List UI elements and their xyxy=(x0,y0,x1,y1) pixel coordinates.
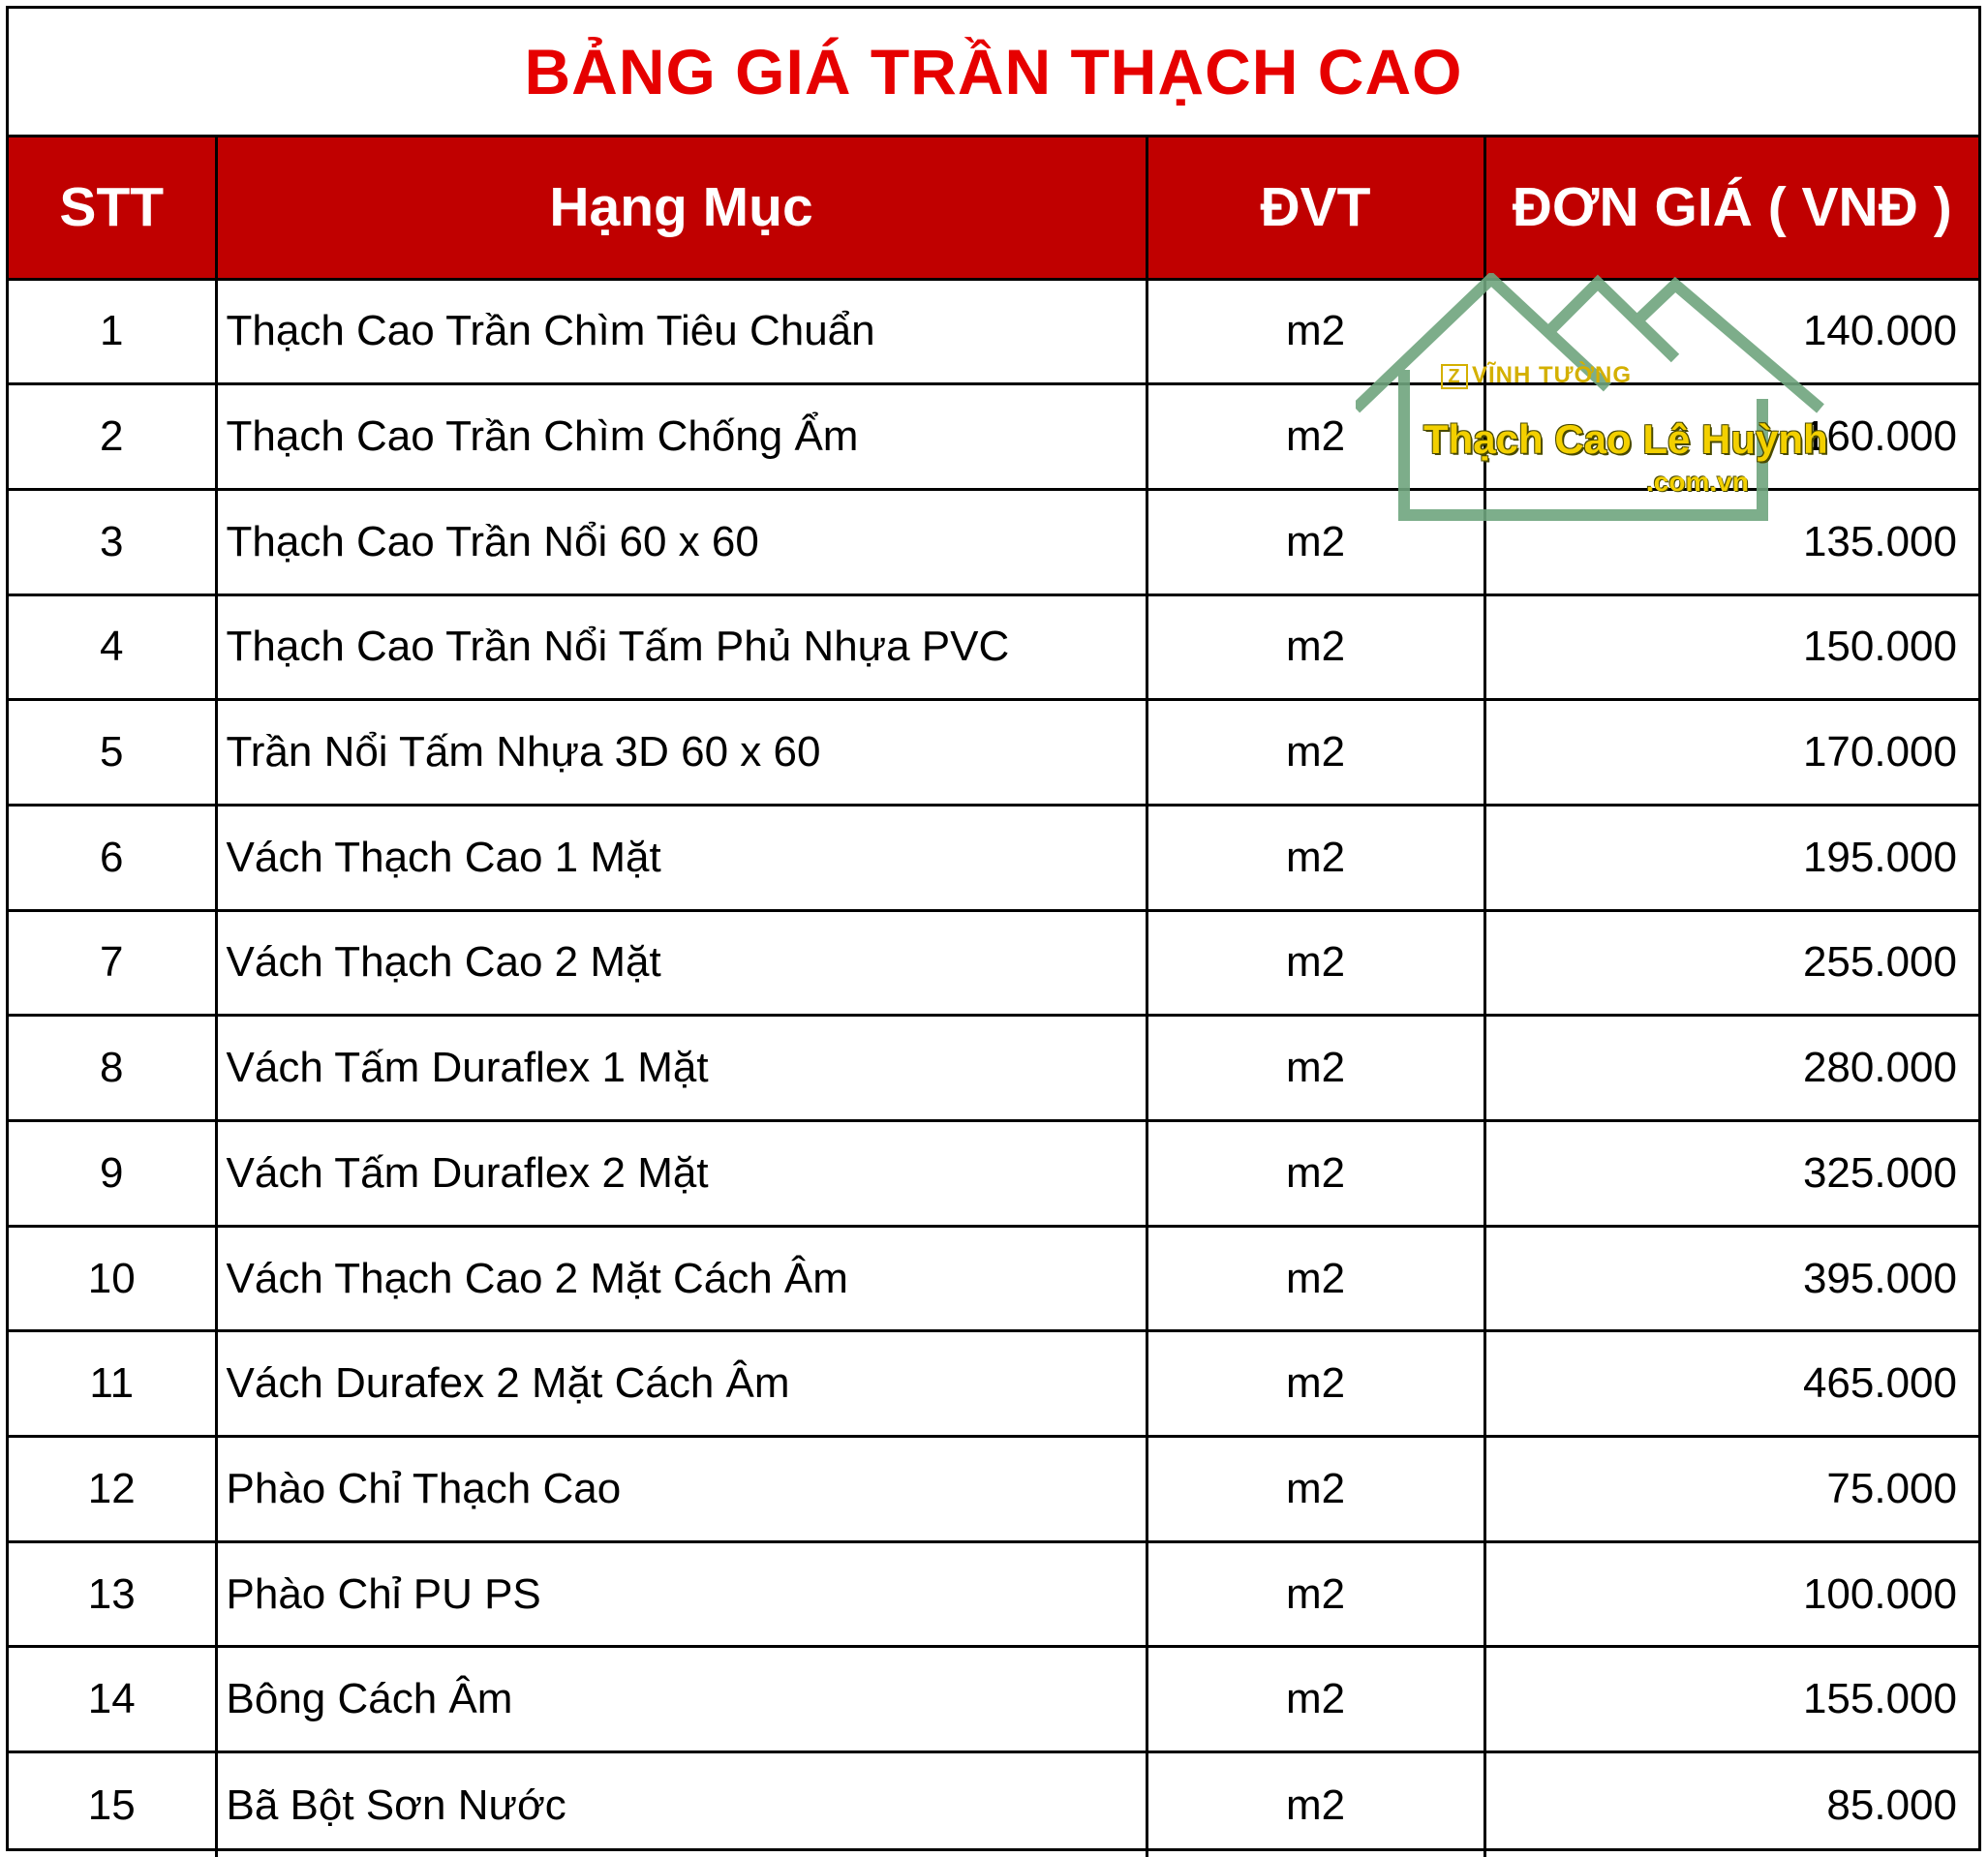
cell-price: 75.000 xyxy=(1484,1437,1978,1542)
cell-stt: 5 xyxy=(9,700,216,806)
cell-item: Thạch Cao Trần Nổi 60 x 60 xyxy=(216,489,1147,594)
watermark-brand-text: VĨNH TƯỜNG xyxy=(1472,362,1633,388)
cell-price: 280.000 xyxy=(1484,1016,1978,1121)
cell-item: Phào Chỉ PU PS xyxy=(216,1541,1147,1647)
cell-item: Vách Tấm Duraflex 1 Mặt xyxy=(216,1016,1147,1121)
cell-stt: 12 xyxy=(9,1437,216,1542)
cell-price: 195.000 xyxy=(1484,805,1978,910)
cell-price: 170.000 xyxy=(1484,700,1978,806)
cell-item: Vách Durafex 2 Mặt Cách Âm xyxy=(216,1331,1147,1437)
cell-item: Vách Thạch Cao 2 Mặt Cách Âm xyxy=(216,1226,1147,1331)
table-row xyxy=(9,489,1978,594)
price-sheet xyxy=(6,6,1981,1851)
cell-unit: m2 xyxy=(1147,1016,1484,1121)
table-row xyxy=(9,1226,1978,1331)
cell-unit: m2 xyxy=(1147,1121,1484,1227)
table-row xyxy=(9,1647,1978,1752)
cell-stt: 9 xyxy=(9,1121,216,1227)
watermark-name: Thạch Cao Lê Huỳnh xyxy=(1423,416,1828,462)
cell-unit: m2 xyxy=(1147,910,1484,1016)
cell-stt: 14 xyxy=(9,1647,216,1752)
table-row xyxy=(9,1331,1978,1437)
cell-price: 325.000 xyxy=(1484,1121,1978,1227)
watermark-domain: .com.vn xyxy=(1646,467,1749,497)
cell-price: 135.000 xyxy=(1484,489,1978,594)
cell-stt: 4 xyxy=(9,594,216,700)
brand-badge-icon: Z xyxy=(1441,364,1468,389)
cell-price: 395.000 xyxy=(1484,1226,1978,1331)
table-row xyxy=(9,1016,1978,1121)
table-row xyxy=(9,1752,1978,1857)
header-item: Hạng Mục xyxy=(216,137,1147,279)
cell-item: Bông Cách Âm xyxy=(216,1647,1147,1752)
cell-unit: m2 xyxy=(1147,1226,1484,1331)
cell-stt: 3 xyxy=(9,489,216,594)
cell-unit: m2 xyxy=(1147,279,1484,384)
cell-item: Phào Chỉ Thạch Cao xyxy=(216,1437,1147,1542)
cell-unit: m2 xyxy=(1147,1437,1484,1542)
cell-stt: 1 xyxy=(9,279,216,384)
table-body xyxy=(9,279,1978,1857)
table-row xyxy=(9,700,1978,806)
cell-item: Vách Thạch Cao 1 Mặt xyxy=(216,805,1147,910)
cell-item: Thạch Cao Trần Chìm Chống Ẩm xyxy=(216,384,1147,490)
cell-item: Vách Thạch Cao 2 Mặt xyxy=(216,910,1147,1016)
header-stt: STT xyxy=(9,137,216,279)
table-row xyxy=(9,1541,1978,1647)
cell-stt: 13 xyxy=(9,1541,216,1647)
cell-stt: 8 xyxy=(9,1016,216,1121)
table-row xyxy=(9,279,1978,384)
header-unit: ĐVT xyxy=(1147,137,1484,279)
cell-stt: 10 xyxy=(9,1226,216,1331)
cell-price: 85.000 xyxy=(1484,1752,1978,1857)
cell-unit: m2 xyxy=(1147,384,1484,490)
cell-unit: m2 xyxy=(1147,1647,1484,1752)
cell-unit: m2 xyxy=(1147,489,1484,594)
price-table xyxy=(9,137,1978,1857)
cell-item: Thạch Cao Trần Nổi Tấm Phủ Nhựa PVC xyxy=(216,594,1147,700)
cell-item: Trần Nổi Tấm Nhựa 3D 60 x 60 xyxy=(216,700,1147,806)
page-title: BẢNG GIÁ TRẦN THẠCH CAO xyxy=(9,9,1978,137)
table-row xyxy=(9,805,1978,910)
cell-stt: 11 xyxy=(9,1331,216,1437)
cell-stt: 2 xyxy=(9,384,216,490)
cell-unit: m2 xyxy=(1147,1752,1484,1857)
cell-price: 140.000 xyxy=(1484,279,1978,384)
table-row xyxy=(9,910,1978,1016)
cell-item: Vách Tấm Duraflex 2 Mặt xyxy=(216,1121,1147,1227)
table-row xyxy=(9,1121,1978,1227)
cell-unit: m2 xyxy=(1147,1541,1484,1647)
cell-price: 255.000 xyxy=(1484,910,1978,1016)
header-price: ĐƠN GIÁ ( VNĐ ) xyxy=(1484,137,1978,279)
cell-price: 465.000 xyxy=(1484,1331,1978,1437)
table-header-row xyxy=(9,137,1978,279)
table-row xyxy=(9,594,1978,700)
cell-stt: 7 xyxy=(9,910,216,1016)
cell-price: 155.000 xyxy=(1484,1647,1978,1752)
table-row xyxy=(9,1437,1978,1542)
cell-price: 160.000 xyxy=(1484,384,1978,490)
cell-price: 150.000 xyxy=(1484,594,1978,700)
table-row xyxy=(9,384,1978,490)
cell-item: Bã Bột Sơn Nước xyxy=(216,1752,1147,1857)
cell-unit: m2 xyxy=(1147,1331,1484,1437)
cell-unit: m2 xyxy=(1147,594,1484,700)
cell-price: 100.000 xyxy=(1484,1541,1978,1647)
cell-item: Thạch Cao Trần Chìm Tiêu Chuẩn xyxy=(216,279,1147,384)
cell-unit: m2 xyxy=(1147,700,1484,806)
cell-stt: 6 xyxy=(9,805,216,910)
cell-unit: m2 xyxy=(1147,805,1484,910)
cell-stt: 15 xyxy=(9,1752,216,1857)
